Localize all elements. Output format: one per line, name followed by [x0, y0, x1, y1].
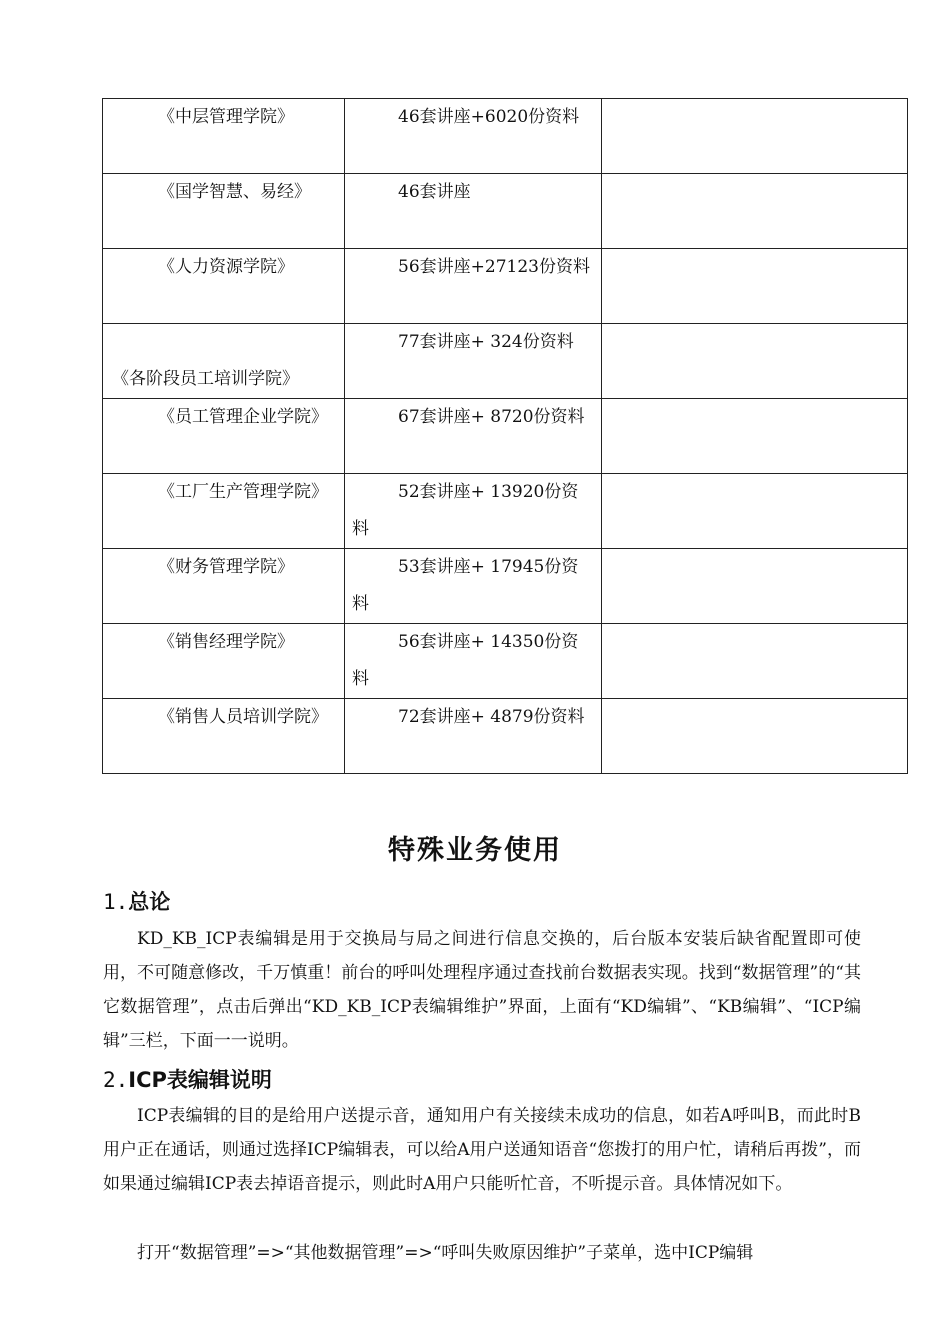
- course-content-cell: [345, 624, 602, 699]
- course-note-cell: [602, 699, 908, 774]
- course-content-cell: [345, 174, 602, 249]
- course-content-cell: [345, 474, 602, 549]
- table-row: [103, 399, 908, 474]
- section-2-heading: [103, 1064, 272, 1094]
- course-content-cell: [345, 699, 602, 774]
- page-title: 特殊业务使用: [388, 835, 562, 866]
- course-content-cell: [345, 99, 602, 174]
- course-name-cell: [103, 99, 345, 174]
- course-name-cell: [103, 249, 345, 324]
- section-1-title: 总论: [128, 890, 171, 914]
- course-note-cell: [602, 549, 908, 624]
- course-content-cell: [345, 324, 602, 399]
- course-name: 《员工管理企业学院》: [158, 407, 328, 427]
- course-content: 52套讲座+ 13920份资料: [352, 482, 579, 539]
- course-content: 72套讲座+ 4879份资料: [398, 707, 585, 727]
- course-content-cell: [345, 549, 602, 624]
- section-1-heading: [103, 886, 170, 916]
- course-name: 《工厂生产管理学院》: [158, 482, 328, 502]
- course-content: 67套讲座+ 8720份资料: [398, 407, 585, 427]
- course-note-cell: [602, 99, 908, 174]
- course-name-cell: [103, 624, 345, 699]
- section-2-paragraph-2: 打开“数据管理”=>“其他数据管理”=>“呼叫失败原因维护”子菜单，选中ICP编辑: [137, 1243, 754, 1263]
- course-name-cell: [103, 699, 345, 774]
- section-2-title: ICP表编辑说明: [128, 1068, 272, 1092]
- course-content: 77套讲座+ 324份资料: [398, 332, 574, 352]
- table-row: [103, 624, 908, 699]
- course-content-cell: [345, 249, 602, 324]
- table-row: [103, 324, 908, 399]
- course-name-cell: [103, 324, 345, 399]
- course-name-cell: [103, 474, 345, 549]
- course-content: 46套讲座+6020份资料: [398, 107, 580, 127]
- course-table: [102, 98, 908, 774]
- course-note-cell: [602, 174, 908, 249]
- course-name: 《各阶段员工培训学院》: [112, 369, 299, 389]
- course-content-cell: [345, 399, 602, 474]
- course-table-body: [103, 99, 908, 774]
- course-note-cell: [602, 474, 908, 549]
- course-content: 53套讲座+ 17945份资料: [352, 557, 579, 614]
- course-note-cell: [602, 399, 908, 474]
- course-note-cell: [602, 624, 908, 699]
- table-row: [103, 549, 908, 624]
- table-row: [103, 99, 908, 174]
- course-note-cell: [602, 249, 908, 324]
- course-note-cell: [602, 324, 908, 399]
- course-name-cell: [103, 174, 345, 249]
- table-row: [103, 474, 908, 549]
- course-name: 《国学智慧、易经》: [158, 182, 311, 202]
- course-content: 56套讲座+ 14350份资料: [352, 632, 579, 689]
- course-name: 《人力资源学院》: [158, 257, 294, 277]
- table-row: [103, 174, 908, 249]
- course-name-cell: [103, 549, 345, 624]
- course-content: 46套讲座: [398, 182, 471, 202]
- section-1-paragraph: KD_KB_ICP表编辑是用于交换局与局之间进行信息交换的，后台版本安装后缺省配置即可使用，不可随意修改，千万慎重！前台的呼叫处理程序通过查找前台数据表实现。找到“数据管理”的“其它数据管理”，点击后弹出“KD_KB_ICP表编辑维护”界面，上面有“KD编辑”、“KB编辑”、“ICP编辑”三栏，下面一一说明。: [103, 929, 861, 1051]
- section-1-number: 1.: [103, 890, 129, 914]
- table-row: [103, 249, 908, 324]
- section-2-paragraph-1: ICP表编辑的目的是给用户送提示音，通知用户有关接续未成功的信息，如若A呼叫B，而此时B用户正在通话，则通过选择ICP编辑表，可以给A用户送通知语音“您拨打的用户忙，请稍后再拨”，而如果通过编辑ICP表去掉语音提示，则此时A用户只能听忙音，不听提示音。具体情况如下。: [103, 1106, 861, 1194]
- course-name-cell: [103, 399, 345, 474]
- table-row: [103, 699, 908, 774]
- course-content: 56套讲座+27123份资料: [398, 257, 590, 277]
- course-name: 《财务管理学院》: [158, 557, 294, 577]
- course-name: 《销售经理学院》: [158, 632, 294, 652]
- course-name: 《中层管理学院》: [158, 107, 294, 127]
- section-2-number: 2.: [103, 1068, 129, 1092]
- course-name: 《销售人员培训学院》: [158, 707, 328, 727]
